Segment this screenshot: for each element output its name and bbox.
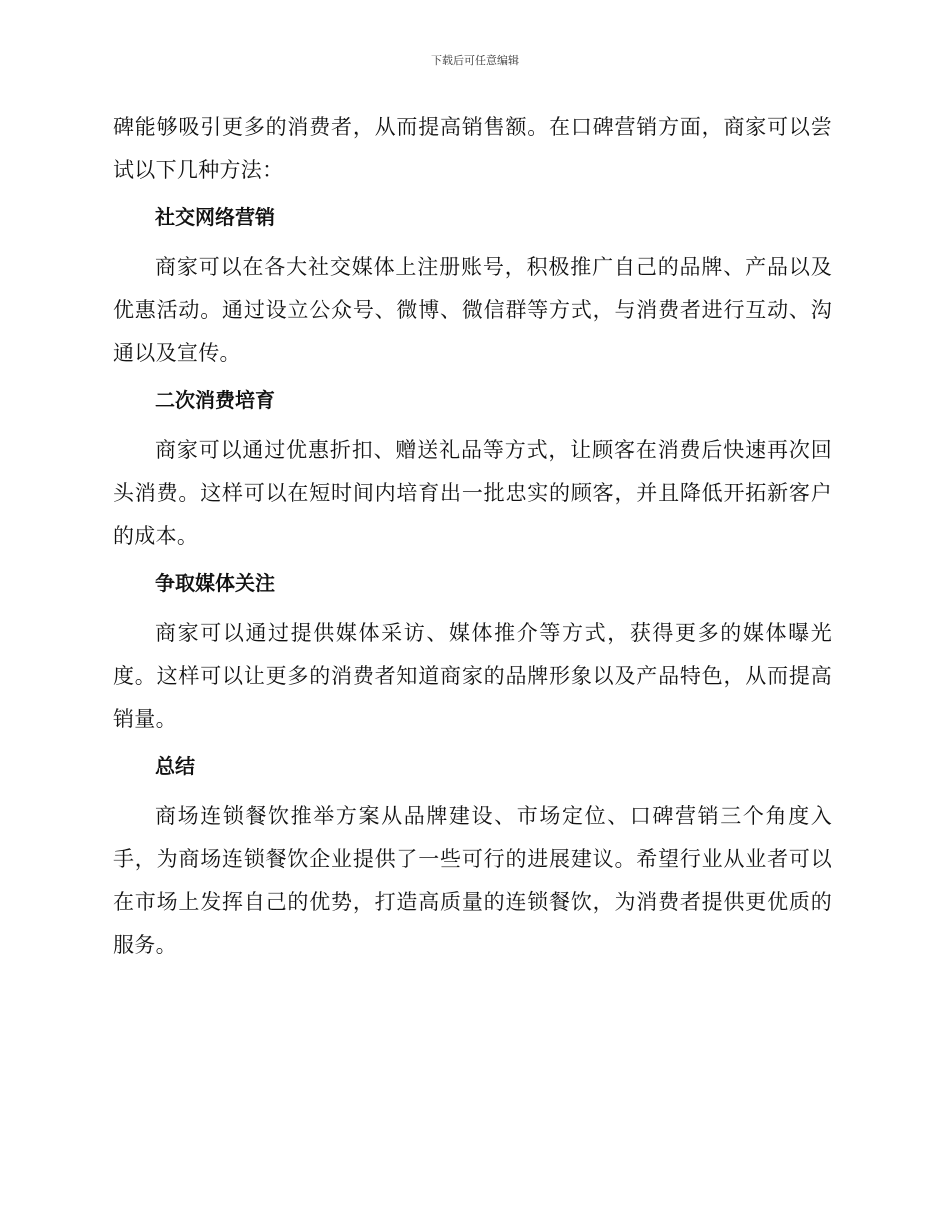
section-heading-social-marketing: 社交网络营销	[155, 205, 275, 229]
section-paragraph-social-marketing: 商家可以在各大社交媒体上注册账号，积极推广自己的品牌、产品以及优惠活动。通过设立公众号、微博、微信群等方式，与消费者进行互动、沟通以及宣传。	[113, 255, 832, 365]
document-body	[113, 106, 832, 967]
section-paragraph-repeat-consumption: 商家可以通过优惠折扣、赠送礼品等方式，让顾客在消费后快速再次回头消费。这样可以在短时间内培育出一批忠实的顾客，并且降低开拓新客户的成本。	[113, 438, 832, 548]
section-heading-repeat-consumption: 二次消费培育	[155, 388, 275, 412]
section-paragraph-media-attention: 商家可以通过提供媒体采访、媒体推介等方式，获得更多的媒体曝光度。这样可以让更多的消费者知道商家的品牌形象以及产品特色，从而提高销量。	[113, 621, 832, 731]
section-heading-media-attention: 争取媒体关注	[155, 571, 275, 595]
section-paragraph-summary: 商场连锁餐饮推举方案从品牌建设、市场定位、口碑营销三个角度入手，为商场连锁餐饮企业提供了一些可行的进展建议。希望行业从业者可以在市场上发挥自己的优势，打造高质量的连锁餐饮，为消费者提供更优质的服务。	[113, 804, 832, 957]
header-note: 下载后可任意编辑	[431, 54, 519, 67]
section-heading-summary: 总结	[155, 754, 195, 778]
intro-paragraph: 碑能够吸引更多的消费者，从而提高销售额。在口碑营销方面，商家可以尝试以下几种方法：	[113, 115, 832, 182]
